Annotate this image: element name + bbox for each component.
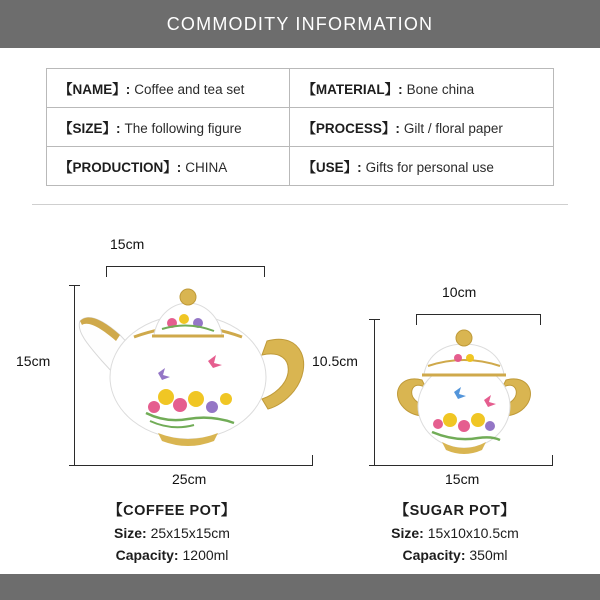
product-coffee-pot: [16, 228, 322, 568]
header-banner: [0, 0, 600, 48]
coffee-pot-size-row: [22, 522, 322, 544]
cell-value: Bone china: [406, 82, 475, 97]
footer-banner: [0, 574, 600, 600]
sugar-pot-image: [366, 312, 566, 472]
coffee-pot-top-dim-line: [106, 266, 264, 267]
coffee-pot-top-dim-label: 15cm: [110, 236, 145, 252]
cell-label: 【PRODUCTION】:: [59, 160, 182, 175]
coffee-pot-capacity-row: [22, 544, 322, 566]
page-title: COMMODITY INFORMATION: [166, 13, 434, 34]
table-cell-size: [47, 108, 290, 147]
cell-value: Gifts for personal use: [365, 160, 494, 175]
sugar-pot-top-dim-label: 10cm: [442, 284, 477, 300]
sugar-pot-size-label: Size:: [391, 525, 424, 541]
sugar-pot-bottom-dim-label: 15cm: [445, 471, 480, 487]
coffee-pot-capacity-label: Capacity:: [115, 547, 179, 563]
cell-label: 【USE】:: [302, 160, 362, 175]
sugar-pot-name: 【SUGAR POT】: [394, 503, 516, 519]
table-cell-name: [47, 69, 290, 108]
table-cell-material: [290, 69, 554, 108]
sugar-pot-capacity-label: Capacity:: [402, 547, 466, 563]
section-divider: [32, 204, 568, 205]
cell-label: 【PROCESS】:: [302, 121, 400, 136]
coffee-pot-left-dim-label: 15cm: [16, 353, 51, 369]
coffee-pot-capacity-value: 1200ml: [182, 547, 229, 563]
cell-label: 【SIZE】:: [59, 121, 121, 136]
cell-value: CHINA: [185, 160, 228, 175]
coffee-pot-image: [62, 273, 322, 473]
table-cell-production: [47, 147, 290, 186]
coffee-pot-name: 【COFFEE POT】: [108, 503, 236, 519]
table-cell-use: [290, 147, 554, 186]
sugar-pot-caption: [330, 500, 580, 566]
coffee-pot-size-value: 25x15x15cm: [150, 525, 230, 541]
table-row: [47, 69, 554, 108]
sugar-pot-capacity-row: [330, 544, 580, 566]
coffee-pot-size-label: Size:: [114, 525, 147, 541]
table-row: [47, 108, 554, 147]
coffee-pot-bottom-dim-label: 25cm: [172, 471, 207, 487]
table-cell-process: [290, 108, 554, 147]
table-row: [47, 147, 554, 186]
commodity-info-table: [46, 68, 554, 186]
cell-value: Coffee and tea set: [134, 82, 245, 97]
cell-value: Gilt / floral paper: [403, 121, 503, 136]
sugar-pot-capacity-value: 350ml: [469, 547, 508, 563]
cell-label: 【MATERIAL】:: [302, 82, 403, 97]
cell-value: The following figure: [124, 121, 242, 136]
sugar-pot-size-value: 15x10x10.5cm: [427, 525, 519, 541]
product-sugar-pot: [312, 276, 580, 568]
sugar-pot-left-dim-label: 10.5cm: [312, 353, 358, 369]
sugar-pot-size-row: [330, 522, 580, 544]
coffee-pot-caption: [22, 500, 322, 566]
cell-label: 【NAME】:: [59, 82, 131, 97]
